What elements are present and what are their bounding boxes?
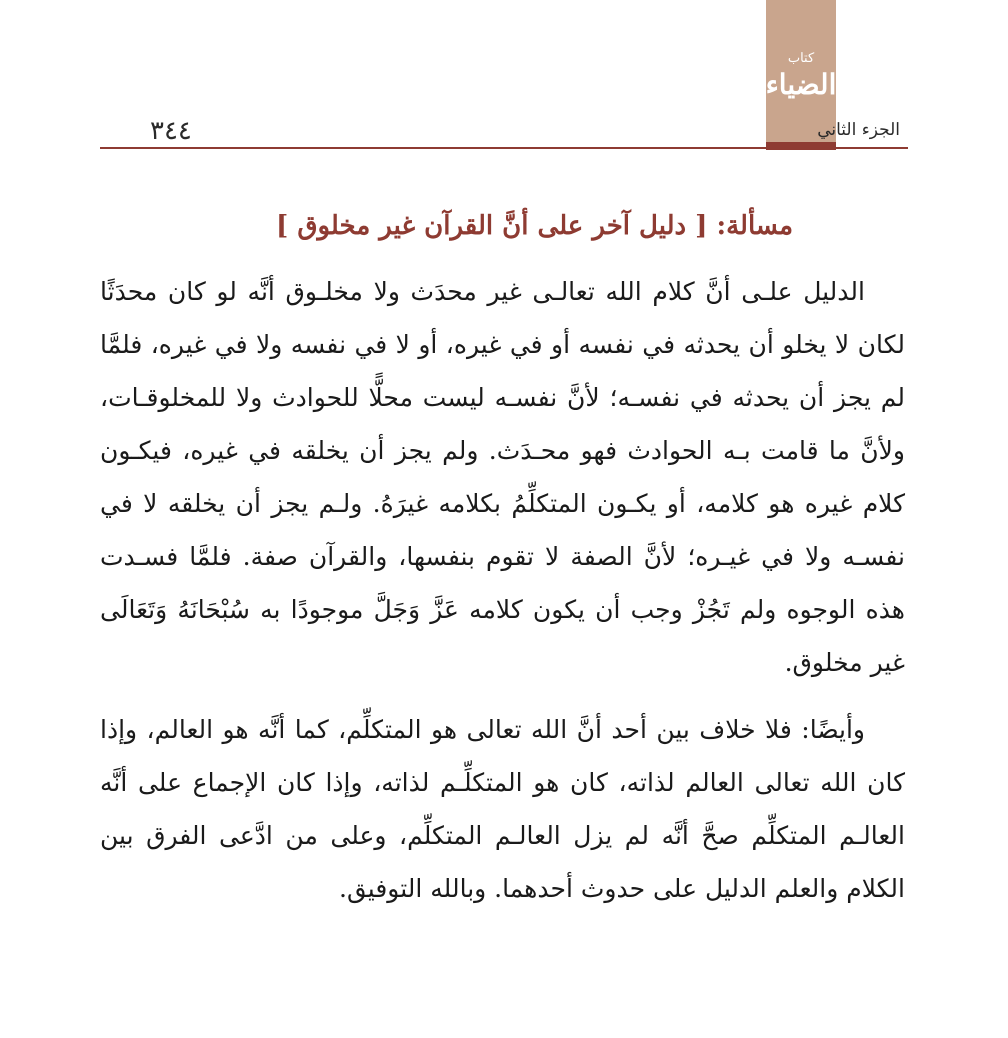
emblem-book-title: الضياء — [765, 68, 837, 101]
page-number: ٣٤٤ — [150, 116, 192, 146]
section-title: مسألة: [ دليل آخر على أنَّ القرآن غير مخلوق ] — [275, 211, 793, 241]
paragraph: وأيضًا: فلا خلاف بين أحد أنَّ الله تعالى هو المتكلِّم، كما أنَّه هو العالم، وإذا كان الله تعالى العالم لذاته، كان هو المتكلِّـم لذاته، وإذا كان الإجماع على أنَّه العالـم المتكلِّم صحَّ أنَّه لم يزل العالـم المتكلِّم، وعلى من ادَّعى الفرق بين الكلام والعلم الدليل على حدوث أحدهما. وبالله التوفيق. — [100, 715, 905, 903]
header-divider — [100, 147, 908, 149]
emblem-small-text: كتاب — [787, 51, 815, 66]
paragraph: الدليل علـى أنَّ كلام الله تعالـى غير محدَث ولا مخلـوق أنَّه لو كان محدَثًا لكان لا يخلو أن يحدثه في نفسه أو في غيره، أو لا في نفسه ولا في غيره، فلمَّا لم يجز أن يحدثه في نفسـه؛ لأنَّ نفسـه ليست محلًّا للحوادث ولا للمخلوقـات، ولأنَّ ما قامت بـه الحوادث فهو محـدَث. ولم يجز أن يخلقه في غيره، فيكـون كلام غيره هو كلامه، أو يكـون المتكلِّمُ بكلامه غيرَهُ. ولـم يجز أن يخلقه لا في نفسـه ولا في غيـره؛ لأنَّ الصفة لا تقوم بنفسها، والقرآن صفة. فلمَّا فسـدت هذه الوجوه ولم تَجُزْ وجب أن يكون كلامه عَزَّ وَجَلَّ موجودًا به سُبْحَانَهُ وَتَعَالَى غير مخلوق. — [100, 277, 905, 677]
body-text — [100, 265, 905, 915]
part-label: الجزء الثاني — [817, 120, 900, 140]
